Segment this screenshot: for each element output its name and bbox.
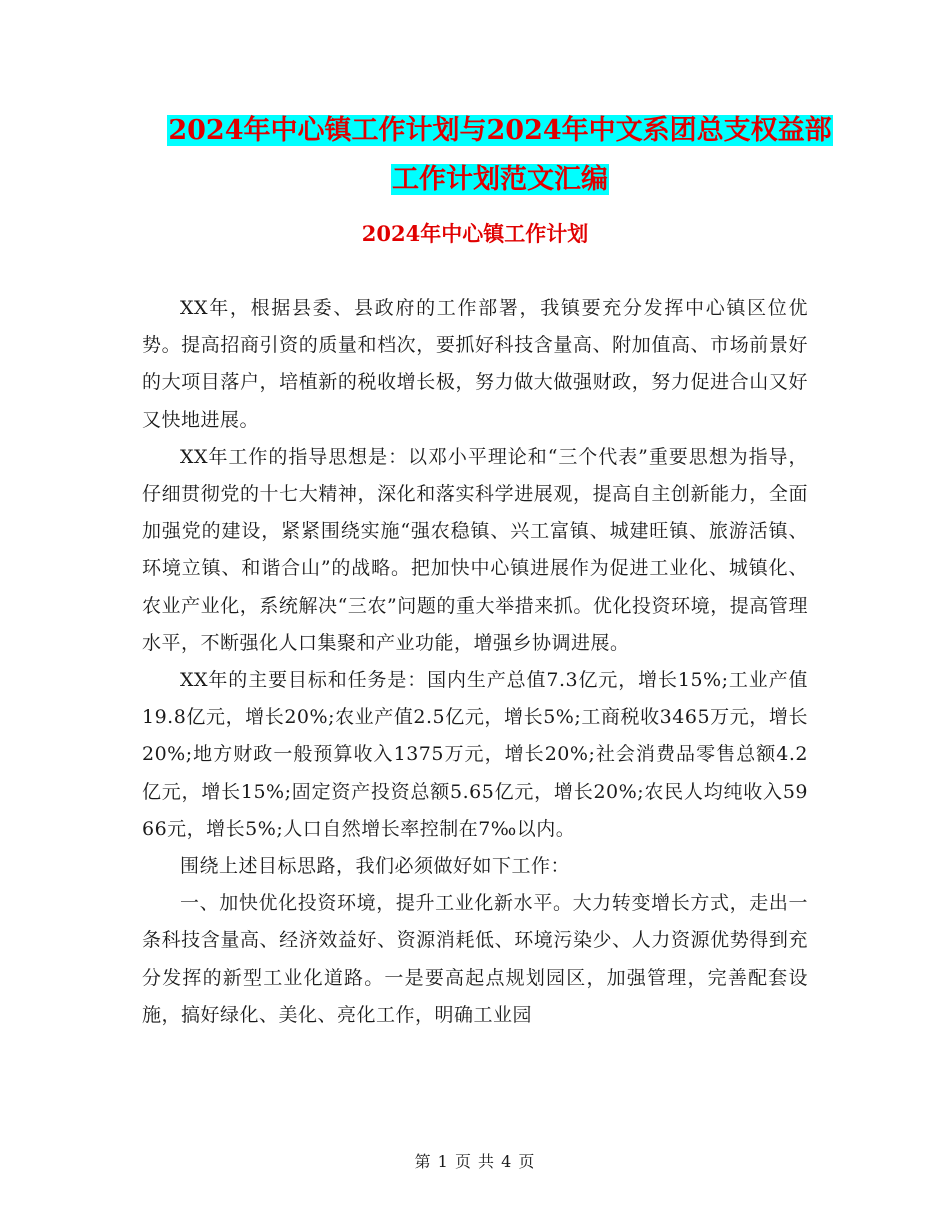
paragraph-1: XX年，根据县委、县政府的工作部署，我镇要充分发挥中心镇区位优势。提高招商引资的质量和档次，要抓好科技含量高、附加值高、市场前景好的大项目落户，培植新的税收增长极，努力做大做强财政，努力促进合山又好又快地进展。 (142, 297, 808, 431)
document-title-line-2: 工作计划范文汇编 (392, 164, 608, 195)
paragraph-3: XX年的主要目标和任务是：国内生产总值7.3亿元，增长15%;工业产值19.8亿元，增长20%;农业产值2.5亿元，增长5%;工商税收3465万元，增长20%;地方财政一般预算收入1375万元，增长20%;社会消费品零售总额4.2亿元，增长15%;固定资产投资总额5.65亿元，增长20%;农民人均纯收入5966元，增长5%;人口自然增长率控制在7‰以内。 (142, 669, 808, 840)
page-footer: 第 1 页 共 4 页 (414, 1152, 536, 1171)
paragraph-4: 围绕上述目标思路，我们必须做好如下工作： (180, 855, 571, 878)
paragraph-5: 一、加快优化投资环境，提升工业化新水平。大力转变增长方式，走出一条科技含量高、经济效益好、资源消耗低、环境污染少、人力资源优势得到充分发挥的新型工业化道路。一是要高起点规划园区，加强管理，完善配套设施，搞好绿化、美化、亮化工作，明确工业园 (142, 892, 808, 1026)
document-title-line-1: 2024年中心镇工作计划与2024年中文系团总支权益部 (168, 115, 832, 146)
section-title: 2024年中心镇工作计划 (361, 221, 589, 246)
paragraph-2: XX年工作的指导思想是：以邓小平理论和“三个代表”重要思想为指导，仔细贯彻党的十七大精神，深化和落实科学进展观，提高自主创新能力，全面加强党的建设，紧紧围绕实施“强农稳镇、兴工富镇、城建旺镇、旅游活镇、环境立镇、和谐合山”的战略。把加快中心镇进展作为促进工业化、城镇化、农业产业化，系统解决“三农”问题的重大举措来抓。优化投资环境，提高管理水平，不断强化人口集聚和产业功能，增强乡协调进展。 (142, 445, 808, 654)
document-body (142, 290, 808, 1034)
document-title (100, 106, 900, 204)
